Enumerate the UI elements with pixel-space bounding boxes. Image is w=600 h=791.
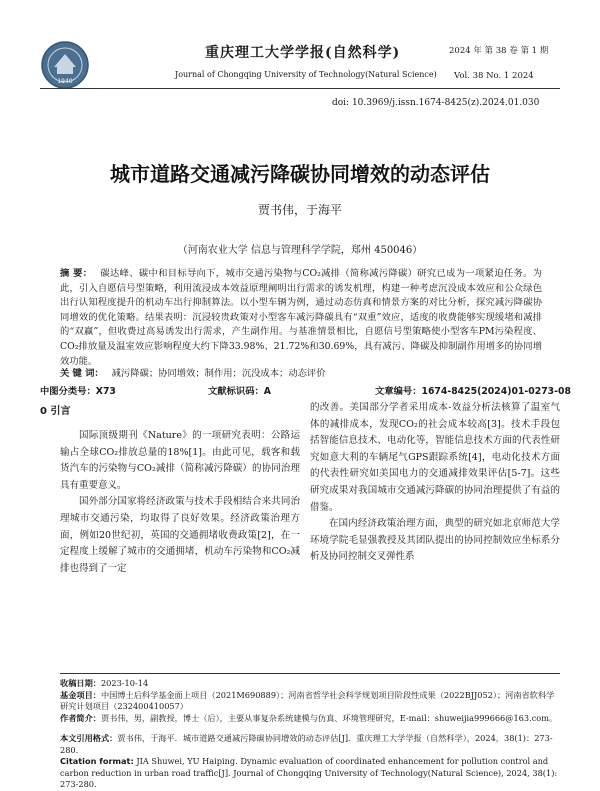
citation-cn: 本文引用格式：贾书伟，于海平．城市道路交通减污降碳协同增效的动态评估[J]．重庆理工大学学报（自然科学），2024，38(1)：273-280. xyxy=(60,733,553,755)
citation-en: Citation format: JIA Shuwei, YU Haiping. Dynamic evaluation of coordinated enhancement for pollution control and carbon reduction in urban road traffic[J]. Journal of Chongqing University of Technology(Natural Science), 2024, 38(1): 273-280. xyxy=(60,756,558,789)
keywords-text: 减污降碳；协同增效；制作用；沉没成本；动态评价 xyxy=(111,368,326,379)
section-heading-introduction: 0 引言 xyxy=(40,406,71,417)
article-authors: 贾书伟，于海平 xyxy=(257,203,342,217)
journal-title-en: Journal of Chongqing University of Technology(Natural Science) xyxy=(175,70,437,79)
university-seal-logo xyxy=(40,40,90,90)
author-bio: 作者简介：贾书伟，男，副教授，博士（后），主要从事复杂系统建模与仿真、环境管理研究，E-mail：shuweijia999666@163.com。 xyxy=(60,712,558,723)
keywords-label: 关 键 词： xyxy=(60,368,104,379)
abstract-text: 碳达峰、碳中和目标导向下，城市交通污染物与CO₂减排（简称减污降碳）研究已成为一项紧迫任务。为此，引入自愿信号型策略，利用流浸成本效益原理阐明出行需求的诱发机理，构建一种考虑沉没成本效应和公众绿色出行认知程度提升的机动车出行抑制算法。以小型车辆为例，通过动态仿真和情景方案的对比分析，探究减污降碳协同增效的优化策略。结果表明：沉浸较贵政策对小型客车减污降碳具有“双重”效应，适度的收费能够实现缓堵和减排的“双赢”，但收费过高易诱发出行需求，产生副作用。与基准情景相比，自愿信号型策略使小型客车PM污染程度、CO₂排放量及温室效应影响程度大约下降33.98%、21.72%和30.69%，具有减污、降碳及抑制副作用增多的协同增效功能。 xyxy=(60,268,542,367)
body-paragraph: 的改善。美国部分学者采用成本-效益分析法核算了温室气体的减排成本，发现CO₂的社会成本较高[3]。技术手段包括智能信息技术、电动化等，智能信息技术方面的代表性研究如意大利的车辆尾气GPS跟踪系统[4]，电动化技术方面的代表性研究如美国电力的交通减排效果评估[5-7]。这些研究成果对我国城市交通减污降碳的协同治理提供了有益的借鉴。 xyxy=(310,402,560,513)
doi[interactable]: doi: 10.3969/j.issn.1674-8425(z).2024.01.030 xyxy=(332,98,540,108)
author-affiliation: （河南农业大学 信息与管理科学学院，郑州 450046） xyxy=(177,245,423,256)
issue-info-en: Vol. 38 No. 1 2024 xyxy=(454,71,534,81)
abstract-label: 摘 要： xyxy=(60,268,93,279)
received-date: 收稿日期：2023-10-14 xyxy=(60,678,149,688)
article-number: 文章编号：1674-8425(2024)01-0273-08 xyxy=(375,386,571,397)
header-rule xyxy=(40,88,560,89)
funding: 基金项目：中国博士后科学基金面上项目（2021M690889）；河南省哲学社会科学规划项目阶段性成果（2022BJJ052）；河南省软科学研究计划项目（232400410057） xyxy=(60,689,555,711)
body-left-column xyxy=(40,400,300,577)
clc-number: 中图分类号：X73 xyxy=(40,386,116,397)
classification-row xyxy=(40,383,571,397)
logo-year: 1940 xyxy=(57,78,73,85)
footnote-rule xyxy=(60,673,560,674)
footnotes xyxy=(60,678,560,724)
body-paragraph: 国外部分国家将经济政策与技术手段相结合来共同治理城市交通污染，均取得了良好效果。经济政策治理方面，例如20世纪初，英国的交通拥堵收费政策[2]，在一定程度上缓解了城市的交通拥堵，机动车污染物和CO₂减排也得到了一定 xyxy=(60,496,300,574)
document-code: 文献标识码：A xyxy=(208,386,271,397)
body-paragraph: 在国内经济政策治理方面，典型的研究如北京师范大学环境学院毛显强教授及其团队提出的协同控制效应坐标系分析及协同控制交叉弹性系 xyxy=(310,518,560,563)
body-right-column xyxy=(310,400,560,566)
journal-title-cn: 重庆理工大学学报(自然科学) xyxy=(205,45,401,61)
citation-block xyxy=(60,733,560,791)
body-paragraph: 国际顶级期刊《Nature》的一项研究表明：公路运输占全球CO₂排放总量的18%[1]。由此可见，载客和载货汽车的污染物与CO₂减排（简称减污降碳）的协同治理具有重要意义。 xyxy=(60,430,300,491)
keywords xyxy=(60,367,542,381)
issue-info-cn: 2024 年 第 38 卷 第 1 期 xyxy=(449,46,549,56)
article-title: 城市道路交通减污降碳协同增效的动态评估 xyxy=(110,162,490,186)
abstract xyxy=(60,267,542,369)
